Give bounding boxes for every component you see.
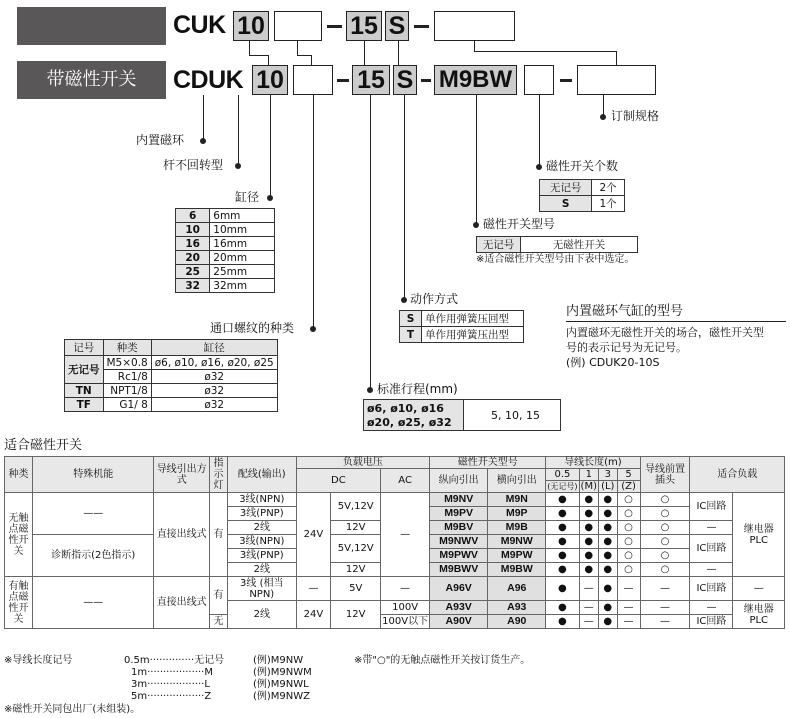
table-cell: 3线(NPN) (227, 493, 296, 507)
lead-note-3: 3m··················L (131, 679, 210, 690)
table-cell: ○ (617, 493, 640, 507)
table-cell: ● (598, 493, 617, 507)
code2-bore-box: 10 (252, 65, 288, 95)
table-cell: 横向引出 (488, 469, 546, 493)
code2-switch-box: M9BW (434, 65, 517, 95)
table-cell: 1个 (592, 196, 625, 212)
table-cell: 100V以下 (382, 616, 429, 627)
table-cell: 32mm (210, 279, 275, 293)
table-cell: — (640, 577, 690, 601)
code2-dash3 (560, 79, 572, 82)
table-cell: ● (579, 563, 598, 577)
table-cell: ø6, ø10, ø16, ø20, ø25 (151, 356, 277, 370)
leader-line (404, 95, 405, 302)
leader-line (310, 326, 316, 332)
table-cell: 0.5 (546, 469, 579, 481)
table-cell: ● (579, 549, 598, 563)
table-cell: TN (65, 384, 104, 398)
table-cell: 导线长度(m) (546, 457, 640, 469)
table-cell: — (381, 577, 430, 601)
table-cell: — (690, 521, 733, 535)
table-cell: 3 (598, 469, 617, 481)
code1-stroke-box: 15 (346, 11, 382, 41)
table-cell: 有 (209, 493, 227, 577)
code1-dash2 (414, 25, 429, 28)
code2-custom-box (577, 65, 656, 95)
table-cell: 5V,12V (331, 493, 381, 521)
table-cell: 16mm (210, 237, 275, 251)
table-cell: 3线(NPN) (227, 535, 296, 549)
bore-table (175, 208, 275, 293)
stroke-label: 标准行程(mm) (377, 382, 458, 396)
table-cell: — (617, 577, 640, 601)
table-cell: 直接出线式 (154, 577, 210, 629)
table-cell: ○ (640, 563, 690, 577)
table-cell: 直接出线式 (154, 493, 210, 577)
blank-header-bar (17, 7, 166, 45)
table-cell: 单作用弹簧压出型 (422, 327, 524, 343)
leader-line (297, 41, 298, 56)
table-cell: G1/ 8 (103, 398, 151, 412)
leader-line (297, 55, 312, 56)
table-cell: 25mm (210, 265, 275, 279)
table-cell: ● (546, 615, 579, 629)
leader-line (364, 41, 365, 65)
table-cell: M9PW (488, 549, 546, 563)
table-cell: M9BWV (430, 563, 488, 577)
code2-action-box: S (393, 65, 417, 95)
leader-line (401, 297, 407, 303)
table-cell: 无记号 (65, 356, 104, 384)
leader-line (370, 95, 371, 391)
table-cell: 24V (296, 493, 331, 577)
switch-table (4, 456, 785, 629)
table-cell: — (296, 577, 331, 601)
table-cell: TF (65, 398, 104, 412)
table-cell: ● (598, 535, 617, 549)
table-cell: ○ (617, 549, 640, 563)
table-cell: ● (579, 535, 598, 549)
port-label: 通口螺纹的种类 (210, 321, 295, 335)
table-cell: IC回路 (690, 535, 733, 563)
table-cell: 适合负载 (690, 457, 785, 493)
table-cell: ○ (640, 521, 690, 535)
leader-line (270, 95, 271, 199)
code1-blank-box (274, 11, 322, 41)
table-cell: ○ (640, 535, 690, 549)
leader-line (200, 138, 206, 144)
table-cell: — (617, 601, 640, 615)
leader-line (600, 114, 606, 120)
leader-line (238, 95, 239, 167)
table-cell: 5 (617, 469, 640, 481)
table-cell: 负载电压 (296, 457, 430, 469)
table-cell: 缸径 (151, 340, 277, 356)
table-cell: 特殊机能 (33, 457, 154, 493)
table-cell: NPT1/8 (103, 384, 151, 398)
info-line3: (例) CDUK20-10S (566, 356, 660, 369)
table-cell: 6 (176, 209, 210, 223)
table-cell: ø32 (151, 384, 277, 398)
table-cell: 单作用弹簧压回型 (422, 311, 524, 327)
table-cell: —— (33, 577, 154, 629)
table-cell: ● (598, 563, 617, 577)
table-cell: 6mm (210, 209, 275, 223)
table-cell: 2线 (227, 563, 296, 577)
table-cell: 种类 (5, 457, 33, 493)
port-table (64, 339, 278, 412)
table-cell: ● (546, 507, 579, 521)
table-cell: AC (381, 469, 430, 493)
table-cell: 记号 (65, 340, 104, 356)
table-cell: — (640, 601, 690, 615)
leader-line (474, 51, 616, 52)
leader-line (203, 95, 204, 141)
table-cell: — (579, 601, 598, 615)
table-cell: Rc1/8 (103, 370, 151, 384)
magnet-label: 内置磁环 (136, 133, 185, 147)
leader-line (311, 55, 312, 65)
bore-label: 缸径 (235, 190, 260, 204)
table-cell: 3线 (相当NPN) (227, 577, 296, 601)
code1-bore-box: 10 (233, 11, 269, 41)
leader-line (235, 163, 241, 169)
circle-note: ※带"○"的无触点磁性开关按订货生产。 (354, 655, 531, 666)
switch-type-table (476, 236, 638, 253)
table-cell: ● (546, 577, 579, 601)
lead-note-1: 0.5m··············无记号 (124, 655, 225, 666)
table-cell: ● (579, 521, 598, 535)
table-cell: 无记号 (477, 237, 521, 253)
code2-stroke-box: 15 (352, 65, 390, 95)
table-cell: T (400, 327, 422, 343)
table-cell: A90V (430, 615, 488, 629)
table-cell: IC回路 (690, 493, 733, 521)
table-cell: 25 (176, 265, 210, 279)
lead-ex-1: (例)M9NW (253, 655, 304, 666)
table-cell: ● (546, 549, 579, 563)
leader-line (267, 195, 273, 201)
table-cell: M9B (488, 521, 546, 535)
table-cell: ● (546, 563, 579, 577)
info-line1: 内置磁环无磁性开关的场合，磁性开关型 (566, 326, 764, 339)
table-cell: A93V (430, 601, 488, 615)
table-cell: ● (579, 507, 598, 521)
lead-note-2: 1m··················M (131, 667, 213, 678)
code2-blank-box (293, 65, 333, 95)
table-cell: 继电器 PLC (733, 493, 785, 577)
table-cell: ○ (617, 535, 640, 549)
table-cell: ● (598, 615, 617, 629)
table-cell: ● (546, 601, 579, 615)
info-title: 内置磁环气缸的型号 (566, 304, 684, 319)
table-cell: IC回路 (690, 577, 733, 601)
table-cell: 继电器 PLC (733, 601, 785, 629)
table-cell: ● (598, 601, 617, 615)
table-cell: 3线(PNP) (227, 507, 296, 521)
table-cell: — (640, 615, 690, 629)
table-cell: ○ (617, 563, 640, 577)
table-cell: — (733, 577, 785, 601)
switch-type-note: ※适合磁性开关型号由下表中选定。 (476, 254, 635, 265)
table-cell: A93 (488, 601, 546, 615)
action-table (399, 310, 524, 343)
table-cell: 配线(输出) (227, 457, 296, 493)
leader-line (616, 51, 617, 65)
table-cell: 12V (331, 521, 381, 535)
stroke-table: ø6, ø10, ø16 ø20, ø25, ø32 5, 10, 15 (363, 399, 561, 431)
table-cell: M9NV (430, 493, 488, 507)
leader-line (539, 95, 540, 168)
switch-count-table (539, 179, 625, 212)
table-cell: 指示灯 (209, 457, 227, 493)
table-cell: 3线(PNP) (227, 549, 296, 563)
switch-count-label: 磁性开关个数 (546, 159, 619, 173)
table-cell: — (690, 563, 733, 577)
table-cell: 诊断指示(2色指示) (33, 535, 154, 577)
table-cell: ○ (640, 507, 690, 521)
table-cell: ● (598, 549, 617, 563)
leader-line (249, 41, 250, 56)
code1-dash (327, 25, 342, 28)
table-cell: ø32 (151, 398, 277, 412)
table-cell: ● (598, 507, 617, 521)
action-label: 动作方式 (410, 292, 459, 306)
lead-ex-3: (例)M9NWL (253, 679, 309, 690)
table-cell: — (579, 615, 598, 629)
non-rotate-label: 杆不回转型 (163, 158, 224, 172)
table-cell: M5×0.8 (103, 356, 151, 370)
table-cell: 2线 (227, 521, 296, 535)
switch-type-label: 磁性开关型号 (483, 217, 556, 231)
table-cell: M9PV (430, 507, 488, 521)
table-cell: DC (296, 469, 381, 493)
pack-note: ※磁性开关同包出厂(未组装)。 (4, 704, 141, 715)
table-cell: — (617, 615, 640, 629)
table-cell: IC回路 (690, 615, 733, 629)
table-cell: 无磁性开关 (521, 237, 638, 253)
table-cell: 12V (331, 601, 381, 629)
table-cell: — (690, 601, 733, 615)
code1-custom-box (434, 11, 515, 41)
code2-dash2 (421, 79, 431, 82)
table-cell: 32 (176, 279, 210, 293)
table-cell: (无记号) (547, 482, 578, 491)
code2-count-box (524, 65, 554, 95)
table-cell: ● (546, 535, 579, 549)
table-cell: (M) (580, 481, 597, 492)
table-cell: —— (33, 493, 154, 535)
table-cell: ● (598, 521, 617, 535)
lead-ex-4: (例)M9NWZ (253, 691, 311, 702)
table-cell: 10mm (210, 223, 275, 237)
table-cell: ○ (640, 493, 690, 507)
table-cell: 5V (331, 577, 381, 601)
leader-line (474, 41, 475, 51)
info-line2: 号的表示记号为无记号。 (566, 341, 687, 354)
code1-prefix: CUK (173, 11, 226, 39)
table-cell: 有触点磁性开关 (5, 577, 33, 629)
table-cell: (Z) (617, 481, 640, 493)
lead-note-title: ※导线长度记号 (4, 655, 73, 666)
table-cell: ○ (617, 507, 640, 521)
table-cell: ● (598, 577, 617, 601)
table-cell: ● (546, 493, 579, 507)
lead-ex-2: (例)M9NWM (253, 667, 312, 678)
leader-line (536, 164, 542, 170)
table-cell: 20 (176, 251, 210, 265)
table-cell: M9PWV (430, 549, 488, 563)
table-cell: — (579, 577, 598, 601)
table-cell: 24V (296, 601, 331, 629)
table-cell: 无触点磁性开关 (5, 493, 33, 577)
table-cell: ● (579, 493, 598, 507)
table-cell: 16 (176, 237, 210, 251)
table-cell: ○ (640, 549, 690, 563)
leader-line (476, 95, 477, 226)
table-cell: 导线引出方式 (154, 457, 210, 493)
leader-line (367, 387, 373, 393)
code2-dash (337, 79, 349, 82)
table-cell: S (540, 196, 592, 212)
table-cell: 100V (381, 601, 430, 615)
table-cell: A96 (488, 577, 546, 601)
custom-label: 订制规格 (611, 109, 660, 123)
table-cell: 2线 (227, 601, 296, 629)
leader-line (249, 55, 269, 56)
table-cell: M9NWV (430, 535, 488, 549)
main-table-title: 适合磁性开关 (4, 438, 83, 453)
table-cell: 无 (209, 615, 227, 629)
table-cell: ● (546, 521, 579, 535)
table-cell: 2个 (592, 180, 625, 196)
table-cell: 导线前置插头 (640, 457, 690, 493)
table-cell: M9N (488, 493, 546, 507)
table-cell: M9BV (430, 521, 488, 535)
table-cell: 10 (176, 223, 210, 237)
leader-line (566, 321, 786, 322)
table-cell: S (400, 311, 422, 327)
table-cell: M9P (488, 507, 546, 521)
table-cell: A96V (430, 577, 488, 601)
leader-line (473, 222, 479, 228)
leader-line (313, 95, 314, 330)
table-cell: 20mm (210, 251, 275, 265)
table-cell: A90 (488, 615, 546, 629)
leader-line (398, 41, 399, 65)
table-cell: 有 (209, 577, 227, 615)
table-cell: 纵向引出 (430, 469, 488, 493)
table-cell: — (381, 493, 430, 577)
table-cell: M9NW (488, 535, 546, 549)
table-cell: ø32 (151, 370, 277, 384)
magnet-header-bar: 带磁性开关 (17, 61, 166, 99)
code2-prefix: CDUK (173, 66, 244, 94)
code1-action-box: S (385, 11, 409, 41)
table-cell: 种类 (103, 340, 151, 356)
lead-note-4: 5m··················Z (131, 691, 212, 702)
table-cell: 12V (331, 563, 381, 577)
table-cell: M9BW (488, 563, 546, 577)
table-cell: ○ (617, 521, 640, 535)
table-cell: (L) (598, 481, 617, 493)
table-cell: 无记号 (540, 180, 592, 196)
table-cell: 5V,12V (331, 535, 381, 563)
table-cell: 1 (579, 469, 598, 481)
table-cell: 磁性开关型号 (430, 457, 546, 469)
leader-line (268, 55, 269, 65)
